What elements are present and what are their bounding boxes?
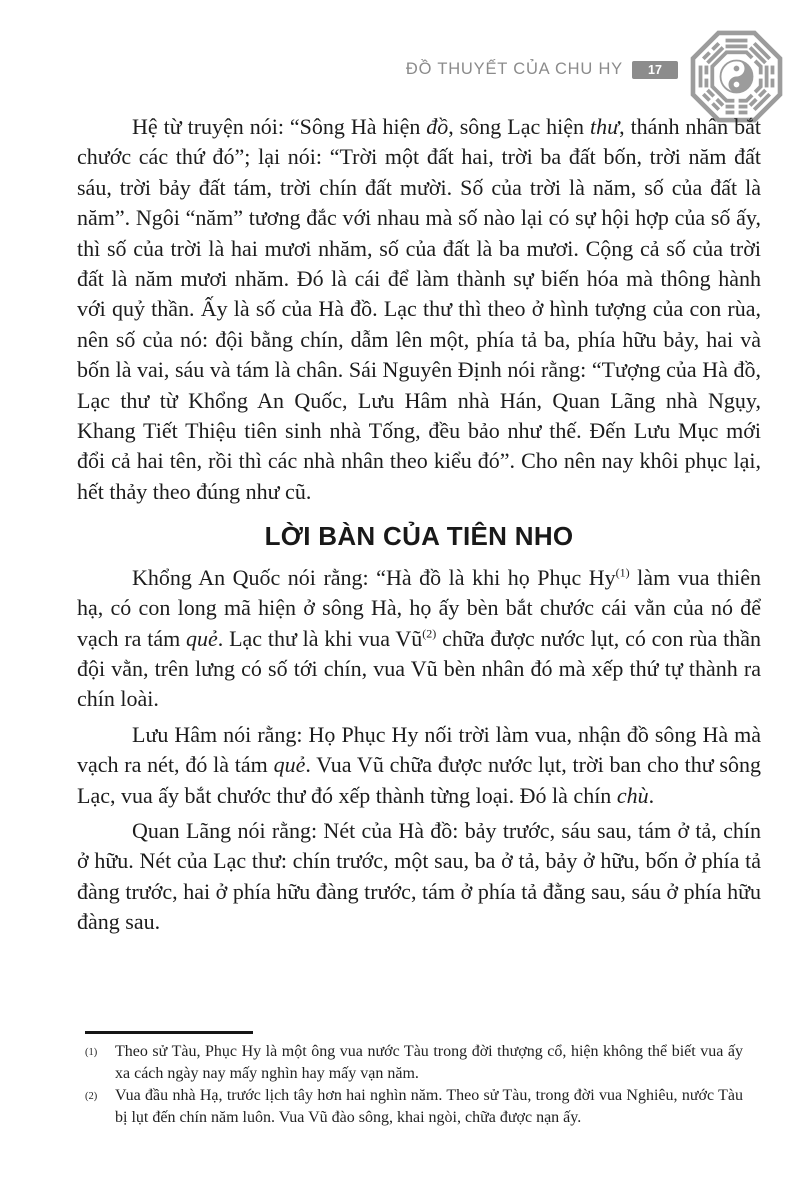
- paragraph: [77, 720, 761, 811]
- text-run: chữa được nước lụt, có con rùa thần đội vằn, trên lưng có số tới chín, vua Vũ bèn nhân đó mà xếp thứ tự thành ra chín loài.: [77, 625, 761, 712]
- text-run: Khổng An Quốc nói rằng: “Hà đồ là khi họ Phục Hy: [132, 564, 616, 590]
- running-head-title: ĐỒ THUYẾT CỦA CHU HY: [405, 60, 623, 78]
- italic-term: thư: [590, 114, 620, 139]
- footnote-marker: (2): [85, 1091, 98, 1102]
- italic-term: quẻ: [273, 752, 306, 778]
- page-number-badge: 17: [632, 61, 678, 79]
- footnote-list: [85, 1041, 743, 1128]
- section-heading: LỜI BÀN CỦA TIÊN NHO: [264, 521, 574, 552]
- footnote-rule: [85, 1031, 253, 1034]
- discussion-paragraphs: [77, 563, 761, 938]
- footnote-text: Theo sử Tàu, Phục Hy là một ông vua nước Tàu trong đời thượng cổ, hiện không thể biết vua ấy xa cách ngày nay mấy nghìn hay mấy vạn năm.: [115, 1043, 743, 1082]
- italic-term: đồ: [426, 114, 449, 139]
- text-run: , sông Lạc hiện: [448, 114, 590, 139]
- text-run: Hệ từ truyện nói: “Sông Hà hiện: [132, 114, 427, 139]
- footnote-text: Vua đầu nhà Hạ, trước lịch tây hơn hai nghìn năm. Theo sử Tàu, trong đời vua Nghiêu, nước Tàu bị lụt đến chín năm luôn. Vua Vũ đào sông, khai ngòi, chữa được nạn ấy.: [115, 1087, 743, 1126]
- text-run: làm vua thiên hạ, có con long mã hiện ở sông Hà, họ ấy bèn bắt chước cái vằn của nó để vạch ra tám: [77, 564, 761, 651]
- intro-paragraphs: [77, 112, 761, 507]
- paragraph: [77, 112, 761, 507]
- paragraph: [77, 563, 761, 715]
- text-run: Quan Lãng nói rằng: Nét của Hà đồ: bảy trước, sáu sau, tám ở tả, chín ở hữu. Nét của Lạc thư: chín trước, một sau, ba ở tả, bảy ở hữu, bốn ở phía tả đàng trước, hai ở phía hữu đàng trước, tám ở phía tả đằng sau, sáu ở phía hữu đàng sau.: [77, 817, 761, 935]
- footnote: [85, 1085, 743, 1128]
- footnote-reference: (1): [615, 565, 630, 580]
- italic-term: quẻ: [186, 625, 218, 651]
- text-run: .: [648, 782, 655, 808]
- text-run: Lưu Hâm nói rằng: Họ Phục Hy nối trời làm vua, nhận đồ sông Hà mà vạch ra nét, đó là tám: [77, 721, 761, 778]
- paragraph: [77, 816, 761, 938]
- footnotes-block: [85, 1031, 743, 1129]
- footnote-reference: (2): [422, 626, 437, 641]
- body-text: [77, 112, 761, 943]
- text-run: . Lạc thư là khi vua Vũ: [217, 625, 423, 651]
- text-run: . Vua Vũ chữa được nước lụt, trời ban cho thư sông Lạc, vua ấy bắt chước thư đó xếp thành từng loại. Đó là chín: [77, 752, 761, 808]
- footnote-marker: (1): [85, 1047, 98, 1058]
- page-header: [406, 60, 678, 79]
- footnote: [85, 1041, 743, 1084]
- text-run: , thánh nhân bắt chước các thứ đó”; lại nói: “Trời một đất hai, trời ba đất bốn, trời năm đất sáu, trời bảy đất tám, trời chín đất mười. Số của trời là năm, số của đất là năm”. Ngôi “năm” tương đắc với nhau mà số nào lại có sự hội hợp của số ấy, thì số của trời là hai mươi nhăm, số của đất là ba mươi. Cộng cả số của trời đất là năm mươi nhăm. Đó là cái để làm thành sự biến hóa mà thông hành với quỷ thần. Ấy là số của Hà đồ. Lạc thư thì theo ở hình tượng của con rùa, nên số của nó: đội bằng chín, dẫm lên một, phía tả ba, phía hữu bảy, hai và bốn là vai, sáu và tám là chân. Sái Nguyên Định nói rằng: “Tượng của Hà đồ, Lạc thư từ Khổng An Quốc, Lưu Hâm nhà Hán, Quan Lãng nhà Ngụy, Khang Tiết Thiệu tiên sinh nhà Tống, đều bảo như thế. Đến Lưu Mục mới đổi cả hai tên, rồi thì các nhà nhân theo kiểu đó”. Cho nên nay khôi phục lại, hết thảy theo đúng như cũ.: [77, 114, 761, 504]
- italic-term: chù: [616, 782, 649, 808]
